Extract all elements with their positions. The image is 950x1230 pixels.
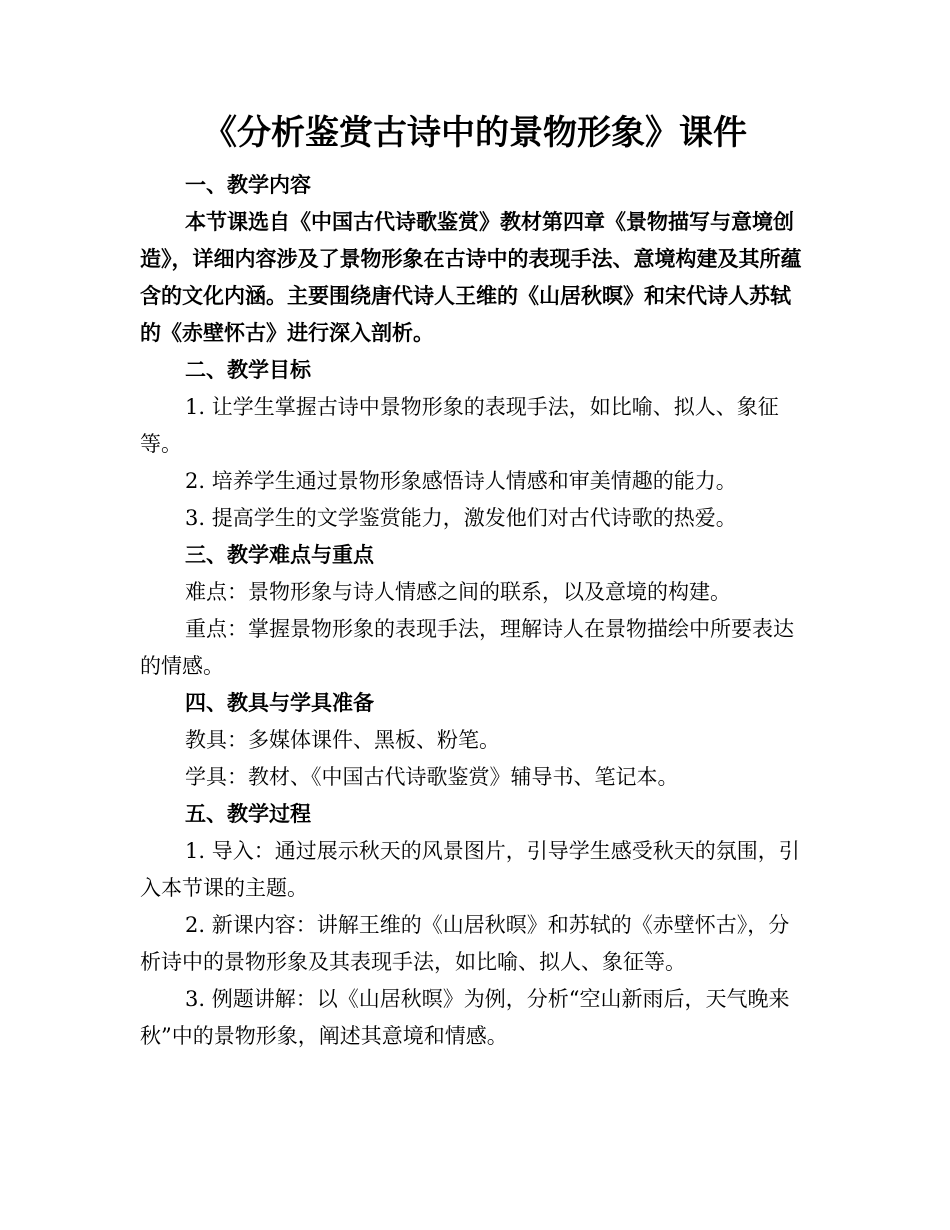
- difficulty-item: 难点：景物形象与诗人情感之间的联系，以及意境的构建。: [185, 580, 731, 604]
- section-heading-materials: 四、教具与学具准备: [185, 691, 374, 715]
- section-heading-teaching-goals: 二、教学目标: [185, 358, 311, 382]
- goal-item: 3. 提高学生的文学鉴赏能力，激发他们对古代诗歌的热爱。: [185, 506, 737, 530]
- materials-item: 教具：多媒体课件、黑板、粉笔。: [185, 728, 500, 752]
- process-item: 3. 例题讲解：以《山居秋暝》为例，分析“空山新雨后，天气晚来秋”中的景物形象，阐述其意境和情感。: [140, 987, 790, 1048]
- section-heading-teaching-content: 一、教学内容: [185, 173, 311, 197]
- key-point-item: 重点：掌握景物形象的表现手法，理解诗人在景物描绘中所要表达的情感。: [140, 617, 794, 678]
- teaching-content-paragraph: 本节课选自《中国古代诗歌鉴赏》教材第四章《景物描写与意境创造》，详细内容涉及了景物形象在古诗中的表现手法、意境构建及其所蕴含的文化内涵。主要围绕唐代诗人王维的《山居秋暝》和宋代诗人苏轼的《赤壁怀古》进行深入剖析。: [140, 210, 802, 345]
- section-heading-process: 五、教学过程: [185, 802, 311, 826]
- process-item: 2. 新课内容：讲解王维的《山居秋暝》和苏轼的《赤壁怀古》，分析诗中的景物形象及其表现手法，如比喻、拟人、象征等。: [140, 913, 790, 974]
- materials-item: 学具：教材、《中国古代诗歌鉴赏》辅导书、笔记本。: [185, 765, 679, 789]
- document-title: 《分析鉴赏古诗中的景物形象》课件: [203, 113, 747, 153]
- goal-item: 1. 让学生掌握古诗中景物形象的表现手法，如比喻、拟人、象征等。: [140, 395, 779, 456]
- section-heading-difficulties: 三、教学难点与重点: [185, 543, 374, 567]
- process-item: 1. 导入：通过展示秋天的风景图片，引导学生感受秋天的氛围，引入本节课的主题。: [140, 839, 800, 900]
- goal-item: 2. 培养学生通过景物形象感悟诗人情感和审美情趣的能力。: [185, 469, 737, 493]
